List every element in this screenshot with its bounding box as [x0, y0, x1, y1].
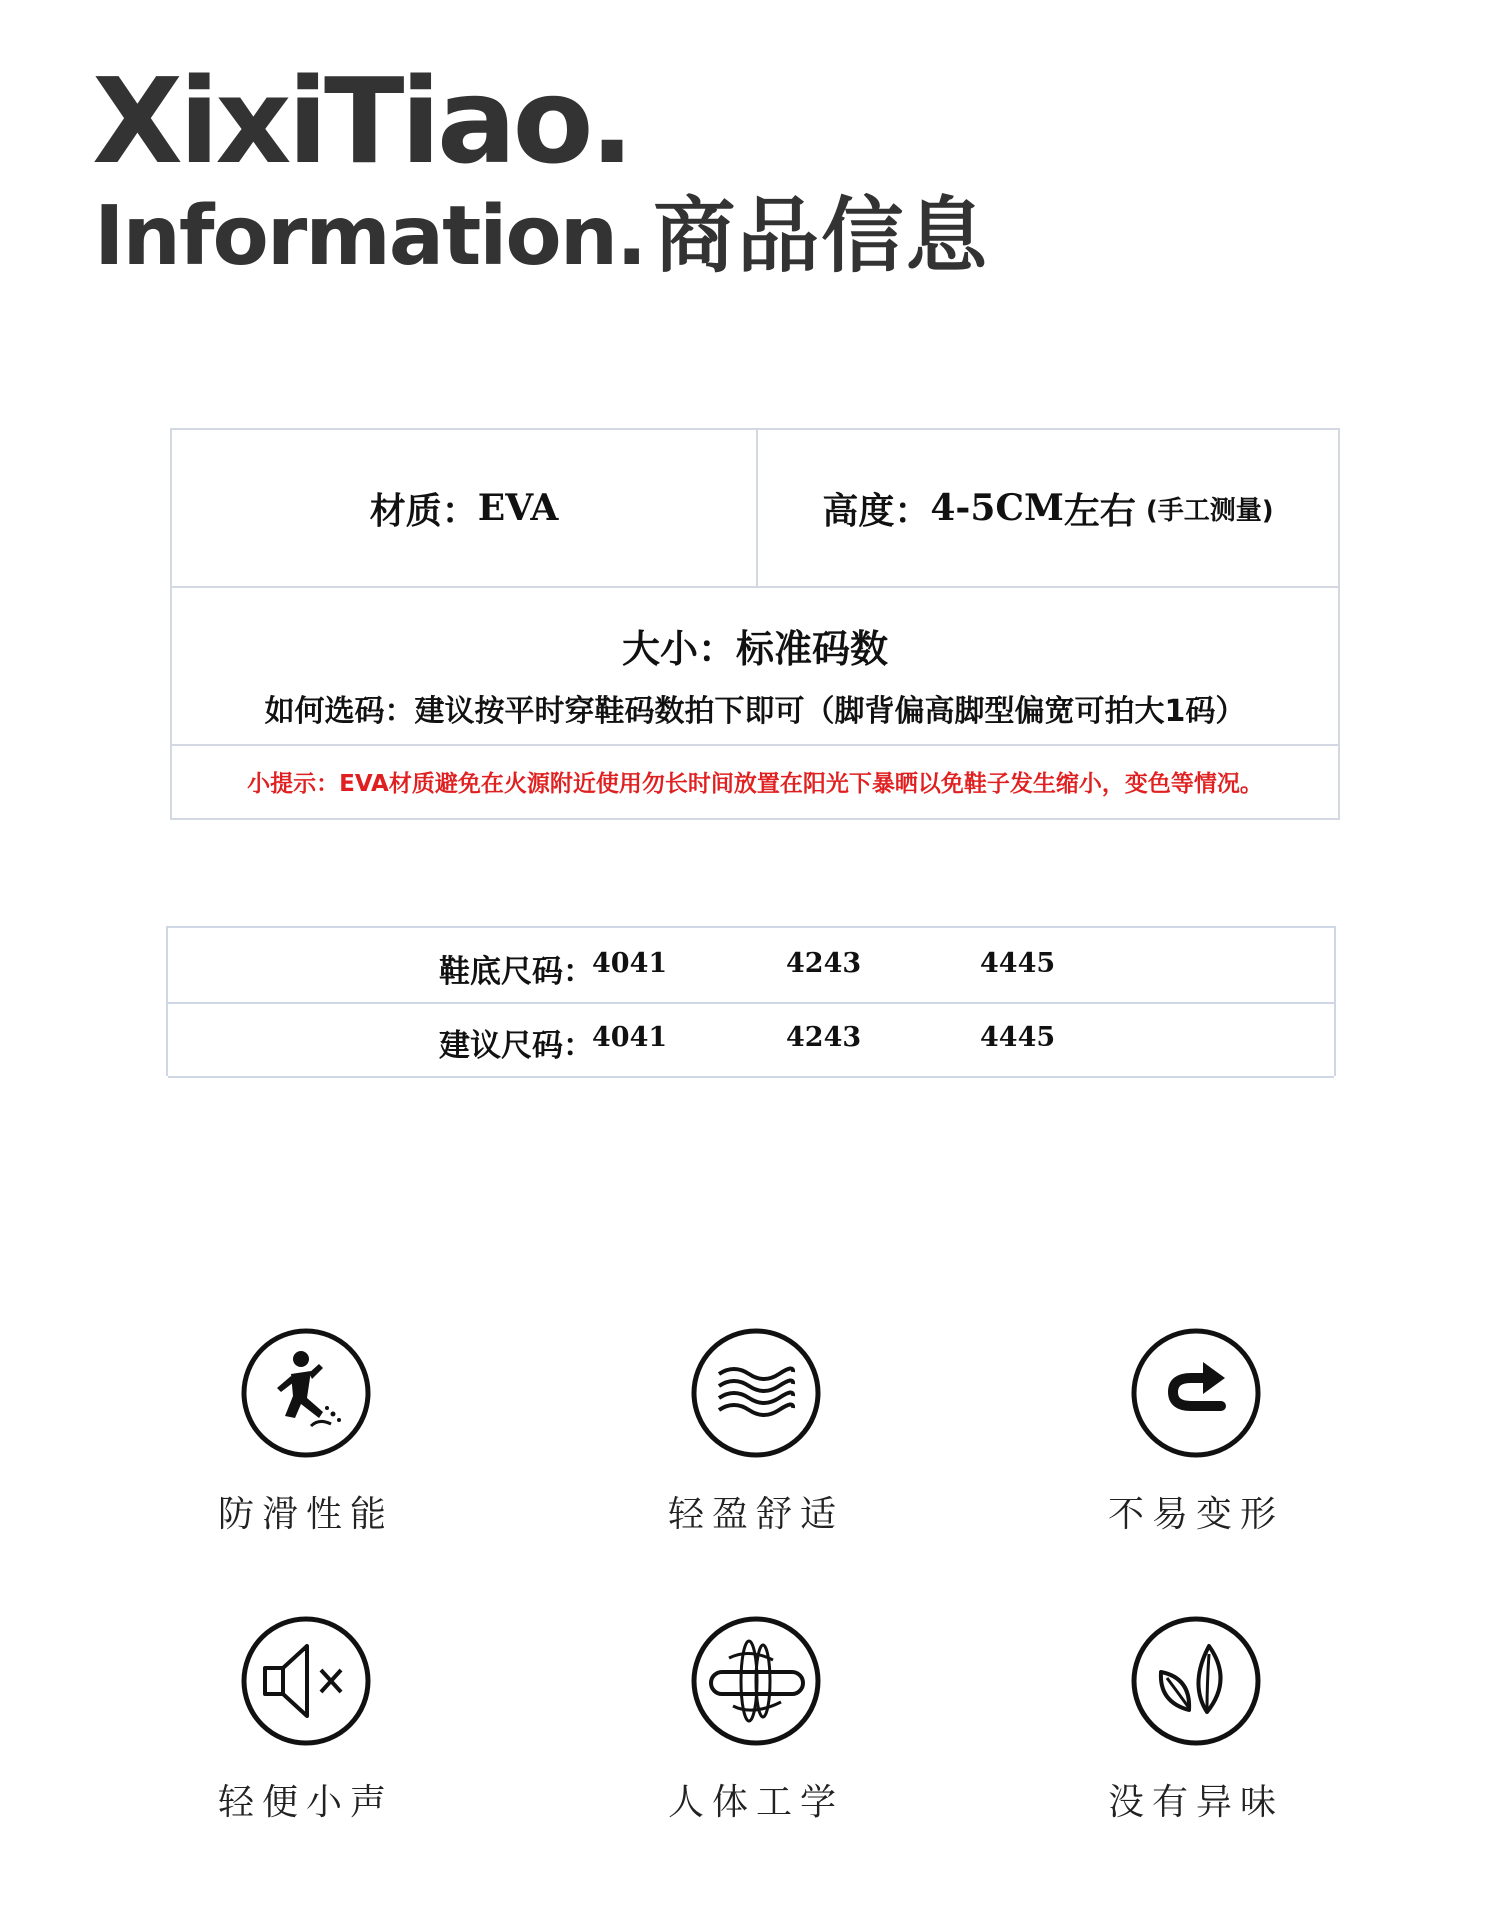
- material-cell: [172, 430, 758, 586]
- size-value: 4041: [592, 1022, 668, 1053]
- subtitle-cn: 商品信息: [653, 189, 990, 284]
- feature-shape-retention: [1046, 1326, 1346, 1537]
- page-subtitle: [94, 189, 990, 284]
- material-label: 材质：: [369, 490, 478, 532]
- size-value: 4243: [786, 1022, 862, 1053]
- leaves-icon: [1129, 1614, 1263, 1748]
- subtitle-en: Information.: [94, 189, 646, 284]
- size-title: 大小：标准码数: [621, 627, 888, 671]
- height-label: 高度：: [822, 490, 931, 532]
- feature-quiet: [156, 1614, 456, 1825]
- feature-anti-slip: [156, 1326, 456, 1537]
- feature-label: 防滑性能: [217, 1494, 394, 1535]
- care-tip: 小提示：EVA材质避免在火源附近使用勿长时间放置在阳光下暴晒以免鞋子发生缩小，变色等情况。: [247, 770, 1263, 797]
- feature-label: 没有异味: [1107, 1782, 1284, 1823]
- feature-label: 轻盈舒适: [667, 1494, 844, 1535]
- slip-fall-icon: [239, 1326, 373, 1460]
- height-note: (手工测量): [1145, 495, 1274, 526]
- feature-label: 不易变形: [1107, 1494, 1284, 1535]
- product-info-table: [170, 428, 1340, 820]
- size-value: 4041: [592, 948, 668, 979]
- size-row-suggested: [168, 1002, 1334, 1078]
- size-value: 4445: [980, 1022, 1056, 1053]
- waves-icon: [689, 1326, 823, 1460]
- material-value: EVA: [477, 487, 559, 529]
- feature-no-odor: [1046, 1614, 1346, 1825]
- size-value: 4243: [786, 948, 862, 979]
- return-arrow-icon: [1129, 1326, 1263, 1460]
- feature-ergonomic: [606, 1614, 906, 1825]
- height-cell: [756, 430, 1340, 586]
- info-row-tip: [172, 744, 1338, 818]
- size-guide: 如何选码：建议按平时穿鞋码数拍下即可（脚背偏高脚型偏宽可拍大1码）: [264, 694, 1246, 729]
- brand-title: XixiTiao.: [92, 52, 631, 190]
- size-row-label: 建议尺码：: [439, 1028, 594, 1064]
- height-suffix: 左右: [1063, 490, 1136, 532]
- ergonomic-icon: [689, 1614, 823, 1748]
- feature-light-comfort: [606, 1326, 906, 1537]
- height-value: 4-5CM: [930, 487, 1064, 529]
- feature-label: 人体工学: [667, 1782, 844, 1823]
- size-table: [166, 926, 1336, 1076]
- speaker-muted-icon: [239, 1614, 373, 1748]
- feature-label: 轻便小声: [217, 1782, 394, 1823]
- size-value: 4445: [980, 948, 1056, 979]
- size-row-sole: [168, 928, 1334, 1004]
- info-row-size: [172, 586, 1338, 746]
- info-row-material-height: [172, 430, 1338, 588]
- size-row-label: 鞋底尺码：: [439, 954, 594, 990]
